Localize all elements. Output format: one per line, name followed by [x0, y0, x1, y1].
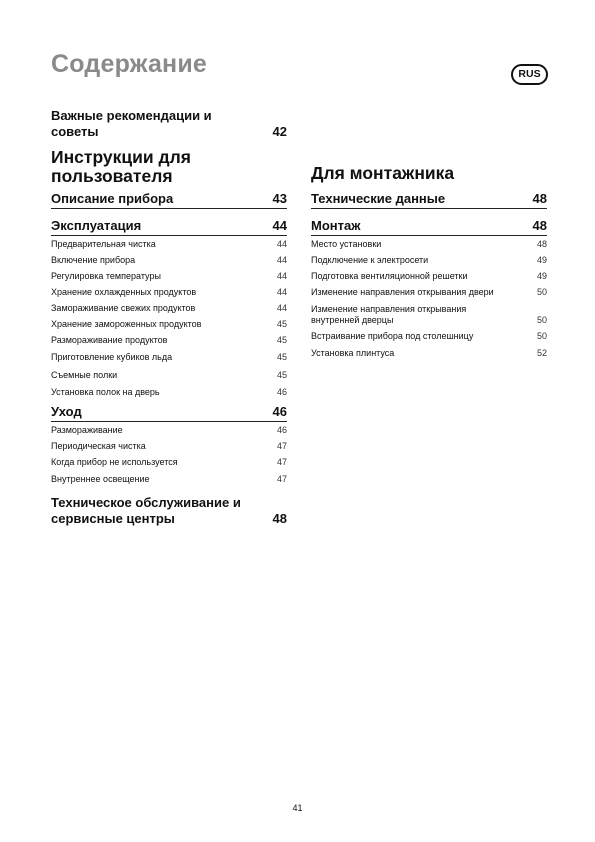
installer-heading: Для монтажника	[311, 163, 455, 183]
toc-entry-page: 42	[272, 124, 287, 139]
toc-item-page: 44	[276, 255, 287, 265]
toc-item-title: Установка полок на дверь	[51, 387, 160, 397]
toc-item-page: 48	[536, 239, 547, 249]
toc-item[interactable]	[51, 303, 287, 314]
toc-entry-title: Технические данные	[311, 191, 446, 206]
toc-item-page: 47	[276, 474, 287, 484]
toc-item-page: 45	[276, 335, 287, 345]
toc-item[interactable]	[311, 239, 547, 250]
toc-item-page: 50	[536, 287, 547, 297]
toc-item[interactable]	[51, 474, 287, 485]
toc-item-page: 45	[276, 319, 287, 329]
toc-item-title: Регулировка температуры	[51, 271, 161, 281]
toc-item[interactable]	[51, 319, 287, 330]
toc-entry-tech-data[interactable]	[311, 191, 547, 209]
toc-item-page: 46	[276, 425, 287, 435]
toc-item[interactable]	[51, 255, 287, 266]
toc-item[interactable]	[51, 352, 287, 363]
page-number: 41	[292, 803, 303, 813]
toc-item-page: 47	[276, 441, 287, 451]
toc-section-operation[interactable]	[51, 218, 287, 236]
toc-entry-service[interactable]	[51, 495, 287, 527]
toc-entry-title: Техническое обслуживание и сервисные центры	[51, 495, 241, 526]
toc-item-title: Съемные полки	[51, 370, 118, 380]
toc-item-page: 44	[276, 287, 287, 297]
toc-item-page: 49	[536, 255, 547, 265]
toc-item-page: 46	[276, 387, 287, 397]
toc-section-title: Эксплуатация	[51, 218, 142, 233]
toc-entry-title: Описание прибора	[51, 191, 174, 206]
toc-item-page: 50	[536, 315, 547, 325]
toc-item-title: Место установки	[311, 239, 382, 249]
toc-item-title: Подключение к электросети	[311, 255, 429, 265]
toc-section-installation[interactable]	[311, 218, 547, 236]
toc-item-page: 47	[276, 457, 287, 467]
toc-left-column	[51, 108, 287, 527]
toc-item-title: Включение прибора	[51, 255, 136, 265]
toc-item-title: Установка плинтуса	[311, 348, 395, 358]
user-instructions-heading: Инструкции для пользователя	[51, 147, 191, 186]
toc-item[interactable]	[51, 387, 287, 398]
toc-item[interactable]	[311, 255, 547, 266]
toc-item-title: Замораживание свежих продуктов	[51, 303, 196, 313]
toc-section-page: 44	[272, 218, 287, 233]
toc-item-title: Приготовление кубиков льда	[51, 352, 173, 362]
toc-item-title: Периодическая чистка	[51, 441, 146, 451]
toc-item-title: Хранение охлажденных продуктов	[51, 287, 197, 297]
toc-item[interactable]	[311, 331, 547, 342]
toc-section-page: 46	[272, 404, 287, 419]
toc-item-page: 44	[276, 239, 287, 249]
toc-item-page: 45	[276, 370, 287, 380]
toc-item-title: Хранение замороженных продуктов	[51, 319, 202, 329]
page-title: Содержание	[51, 50, 208, 78]
toc-entry-description[interactable]	[51, 191, 287, 209]
toc-item-page: 45	[276, 352, 287, 362]
toc-item[interactable]	[311, 287, 547, 298]
toc-item-title: Изменение направления открывания двери	[311, 287, 494, 297]
toc-item[interactable]	[51, 335, 287, 346]
toc-entry-page: 48	[532, 191, 547, 206]
toc-entry-title: Важные рекомендации и советы	[51, 108, 212, 139]
toc-item-title: Размораживание продуктов	[51, 335, 168, 345]
toc-item[interactable]	[51, 457, 287, 468]
toc-item-title: Подготовка вентиляционной решетки	[311, 271, 468, 281]
toc-item-title: Когда прибор не используется	[51, 457, 178, 467]
toc-item[interactable]	[311, 348, 547, 359]
toc-item-page: 44	[276, 271, 287, 281]
toc-item[interactable]	[311, 304, 547, 326]
toc-item-title: Размораживание	[51, 425, 123, 435]
toc-item[interactable]	[51, 287, 287, 298]
toc-item-page: 52	[536, 348, 547, 358]
toc-section-page: 48	[532, 218, 547, 233]
toc-entry-intro[interactable]	[51, 108, 287, 140]
language-badge: RUS	[511, 64, 548, 85]
toc-section-title: Монтаж	[311, 218, 361, 233]
toc-section-care[interactable]	[51, 404, 287, 422]
toc-item[interactable]	[311, 271, 547, 282]
toc-item[interactable]	[51, 271, 287, 282]
toc-item-title: Внутреннее освещение	[51, 474, 150, 484]
toc-item-page: 49	[536, 271, 547, 281]
toc-entry-page: 48	[272, 511, 287, 526]
toc-right-column	[311, 164, 547, 359]
toc-item-title: Встраивание прибора под столешницу	[311, 331, 474, 341]
toc-entry-page: 43	[272, 191, 287, 206]
toc-item-title: Предварительная чистка	[51, 239, 156, 249]
toc-item-page: 44	[276, 303, 287, 313]
toc-item-title: Изменение направления открывания внутренней дверцы	[311, 304, 467, 325]
toc-item[interactable]	[51, 370, 287, 381]
toc-section-title: Уход	[51, 404, 82, 419]
toc-item-page: 50	[536, 331, 547, 341]
toc-item[interactable]	[51, 425, 287, 436]
toc-item[interactable]	[51, 239, 287, 250]
toc-item[interactable]	[51, 441, 287, 452]
